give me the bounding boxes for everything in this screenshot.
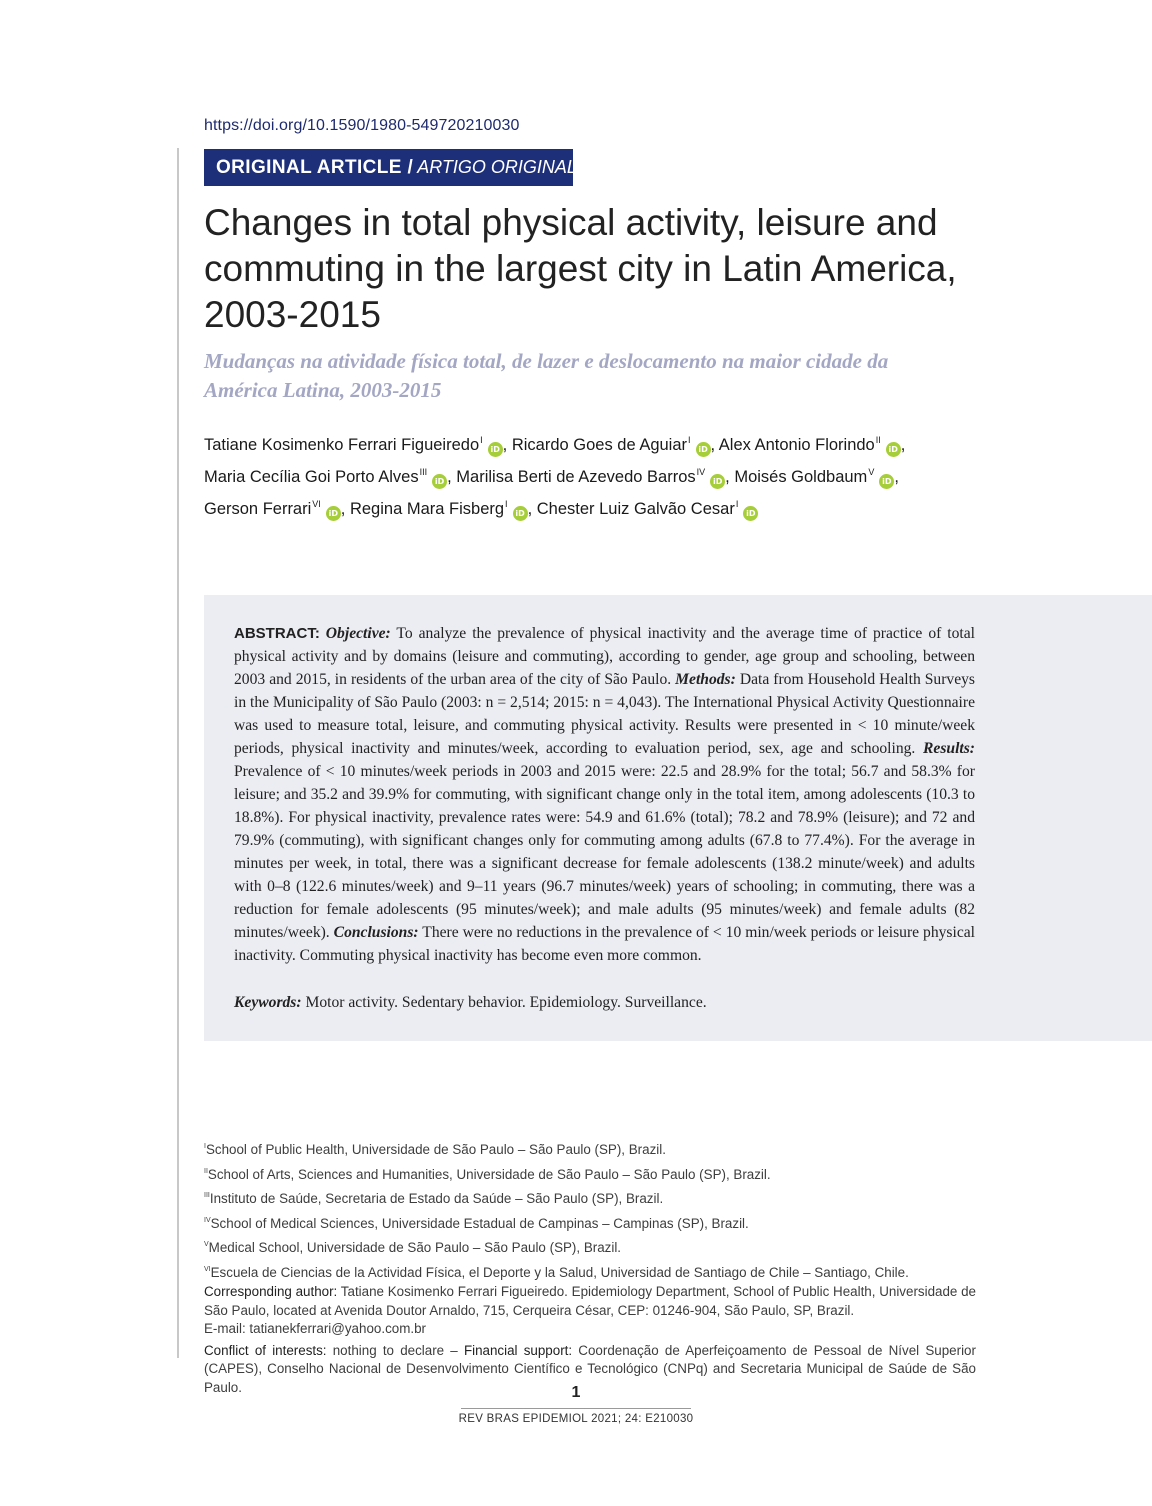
methods-label: Methods: <box>675 671 736 688</box>
affiliation-item <box>204 1259 976 1284</box>
author-2 <box>512 436 711 454</box>
orcid-icon[interactable]: iD <box>513 506 528 521</box>
corresponding-author-label: Corresponding author: <box>204 1284 338 1299</box>
affiliation-mark: V <box>204 1241 209 1248</box>
author-affiliation-mark: I <box>480 435 483 445</box>
author-separator: , <box>894 468 899 486</box>
article-type-badge <box>204 149 577 186</box>
author-separator: , <box>527 500 537 518</box>
abstract-box <box>204 595 1152 1041</box>
author-name: Marilisa Berti de Azevedo Barros <box>456 468 696 486</box>
affiliation-item <box>204 1185 976 1210</box>
affiliation-text: School of Public Health, Universidade de São Paulo – São Paulo (SP), Brazil. <box>205 1142 666 1157</box>
orcid-icon[interactable]: iD <box>886 442 901 457</box>
conclusions-text: There were no reductions in the prevalence of < 10 min/week periods or leisure physical inactivity. Commuting physical inactivity has become even more common. <box>234 924 975 964</box>
author-5 <box>456 468 725 486</box>
article-type-label: ORIGINAL ARTICLE / <box>216 156 414 178</box>
author-separator: , <box>710 436 719 454</box>
abstract-heading: ABSTRACT: <box>234 625 320 642</box>
article-subtitle: Mudanças na atividade física total, de lazer e deslocamento na maior cidade da América Latina, 2003-2015 <box>204 349 889 402</box>
author-name: Maria Cecília Goi Porto Alves <box>204 468 419 486</box>
affiliation-item <box>204 1161 976 1186</box>
author-affiliation-mark: I <box>505 499 508 509</box>
orcid-icon[interactable]: iD <box>432 474 447 489</box>
conflict-label: Conflict of interests: <box>204 1342 327 1358</box>
author-name: Alex Antonio Florindo <box>718 436 875 454</box>
author-name: Chester Luiz Galvão Cesar <box>536 500 735 518</box>
affiliation-mark: I <box>204 1143 206 1150</box>
orcid-icon[interactable]: iD <box>879 474 894 489</box>
corresponding-author-text: Tatiane Kosimenko Ferrari Figueiredo. Epidemiology Department, School of Public Health, Universidade de São Paulo, located at Avenida Doutor Arnaldo, 715, Cerqueira César, CEP: 01246-904, São Paulo, SP, Brazil. <box>204 1284 977 1318</box>
author-name: Gerson Ferrari <box>204 500 312 518</box>
orcid-icon[interactable]: iD <box>488 442 503 457</box>
conclusions-label: Conclusions: <box>333 924 419 941</box>
orcid-icon[interactable]: iD <box>710 474 725 489</box>
author-list <box>204 427 1004 523</box>
corresponding-author <box>204 1283 976 1339</box>
author-separator: , <box>725 468 735 486</box>
author-1 <box>204 436 503 454</box>
author-separator: , <box>340 500 350 518</box>
author-name: Tatiane Kosimenko Ferrari Figueiredo <box>204 436 480 454</box>
keywords-text: Motor activity. Sedentary behavior. Epidemiology. Surveillance. <box>305 994 707 1011</box>
footer-divider <box>461 1408 691 1409</box>
author-separator: , <box>502 436 512 454</box>
author-3 <box>719 436 901 454</box>
author-affiliation-mark: V <box>868 467 875 477</box>
funding-label: Financial support: <box>463 1342 573 1358</box>
objective-label: Objective: <box>325 625 391 642</box>
orcid-icon[interactable]: iD <box>326 506 341 521</box>
keywords <box>234 994 975 1012</box>
affiliation-text: Medical School, Universidade de São Paulo – São Paulo (SP), Brazil. <box>208 1240 622 1255</box>
author-6 <box>734 468 894 486</box>
article-type-alt-label: ARTIGO ORIGINAL <box>417 157 577 177</box>
author-7 <box>204 500 341 518</box>
affiliation-mark: II <box>204 1167 208 1175</box>
author-separator: , <box>447 468 457 486</box>
left-margin-rule <box>177 148 179 1358</box>
orcid-icon[interactable]: iD <box>743 506 758 521</box>
author-affiliation-mark: VI <box>312 499 321 509</box>
affiliation-item <box>204 1210 976 1235</box>
conflict-text: nothing to declare – <box>332 1342 458 1358</box>
affiliation-item <box>204 1136 976 1161</box>
author-affiliation-mark: II <box>875 435 881 445</box>
affiliation-text: Escuela de Ciencias de la Actividad Física, el Deporte y la Salud, Universidad de Santiago de Chile – Santiago, Chile. <box>210 1264 909 1280</box>
page-number: 1 <box>571 1384 581 1401</box>
author-separator: , <box>900 436 906 454</box>
keywords-label: Keywords: <box>234 994 302 1011</box>
author-affiliation-mark: I <box>735 499 739 509</box>
abstract-text <box>234 622 975 967</box>
author-8 <box>350 500 528 518</box>
doi-link[interactable]: https://doi.org/10.1590/1980-549720210030 <box>204 117 520 134</box>
author-9 <box>537 500 759 518</box>
affiliation-text: Instituto de Saúde, Secretaria de Estado da Saúde – São Paulo (SP), Brazil. <box>209 1191 664 1206</box>
affiliation-mark: IV <box>204 1216 211 1224</box>
author-name: Regina Mara Fisberg <box>349 500 505 518</box>
author-4 <box>204 468 447 486</box>
methods-text: Data from Household Health Surveys in the Municipality of São Paulo (2003: n = 2,514; 2015: n = 4,043). The International Physical Activity Questionnaire was used to measure total, leisure, and commuting physical activity. Results were presented in < 10 minute/week periods, physical inactivity and minutes/week, according to evaluation period, sex, age and schooling. <box>234 671 976 757</box>
email-link[interactable]: tatianekferrari@yahoo.com.br <box>249 1321 426 1336</box>
affiliation-text: School of Arts, Sciences and Humanities, Universidade de São Paulo – São Paulo (SP), Brazil. <box>207 1166 771 1182</box>
email-label: E-mail: <box>204 1321 246 1336</box>
article-title: Changes in total physical activity, leisure and commuting in the largest city in Latin America, 2003-2015 <box>204 202 957 335</box>
results-label: Results: <box>923 740 975 757</box>
orcid-icon[interactable]: iD <box>696 442 711 457</box>
funding-text: Coordenação de Aperfeiçoamento de Pessoal de Nível Superior (CAPES), Conselho Nacional de Desenvolvimento Científico e Tecnológico (CNPq) and Secretaria Municipal de Saúde de São Paulo. <box>204 1342 976 1395</box>
affiliation-mark: VI <box>204 1265 211 1273</box>
affiliation-text: School of Medical Sciences, Universidade Estadual de Campinas – Campinas (SP), Brazil. <box>210 1215 749 1231</box>
author-name: Moisés Goldbaum <box>734 468 868 486</box>
author-affiliation-mark: I <box>688 435 691 445</box>
affiliation-mark: III <box>204 1192 210 1199</box>
author-affiliation-mark: IV <box>696 467 706 477</box>
author-affiliation-mark: III <box>419 467 428 477</box>
objective-text: To analyze the prevalence of physical inactivity and the average time of practice of total physical activity and by domains (leisure and commuting), according to gender, age group and schooling, between 2003 and 2015, in residents of the urban area of the city of São Paulo. <box>234 625 975 688</box>
affiliations <box>204 1136 976 1397</box>
affiliation-item <box>204 1234 976 1259</box>
journal-reference: REV BRAS EPIDEMIOL 2021; 24: E210030 <box>458 1413 694 1425</box>
author-name: Ricardo Goes de Aguiar <box>511 436 688 454</box>
results-text: Prevalence of < 10 minutes/week periods in 2003 and 2015 were: 22.5 and 28.9% for the total; 56.7 and 58.3% for leisure; and 35.2 and 39.9% for commuting, with significant change only in the total item, among adolescents (10.3 to 18.8%). For physical inactivity, prevalence rates were: 54.9 and 61.6% (total); 78.2 and 78.9% (leisure); and 72 and 79.9% (commuting), with significant changes only for commuting among adults (67.8 to 77.4%). For the average in minutes per week, in total, there was a significant decrease for female adolescents (138.2 minute/week) and adults with 0–8 (122.6 minutes/week) and 9–11 years (96.7 minutes/week) years of schooling; in commuting, there was a reduction for female adolescents (95 minutes/week); and male adults (95 minutes/week) and female adults (82 minutes/week). <box>234 763 975 941</box>
